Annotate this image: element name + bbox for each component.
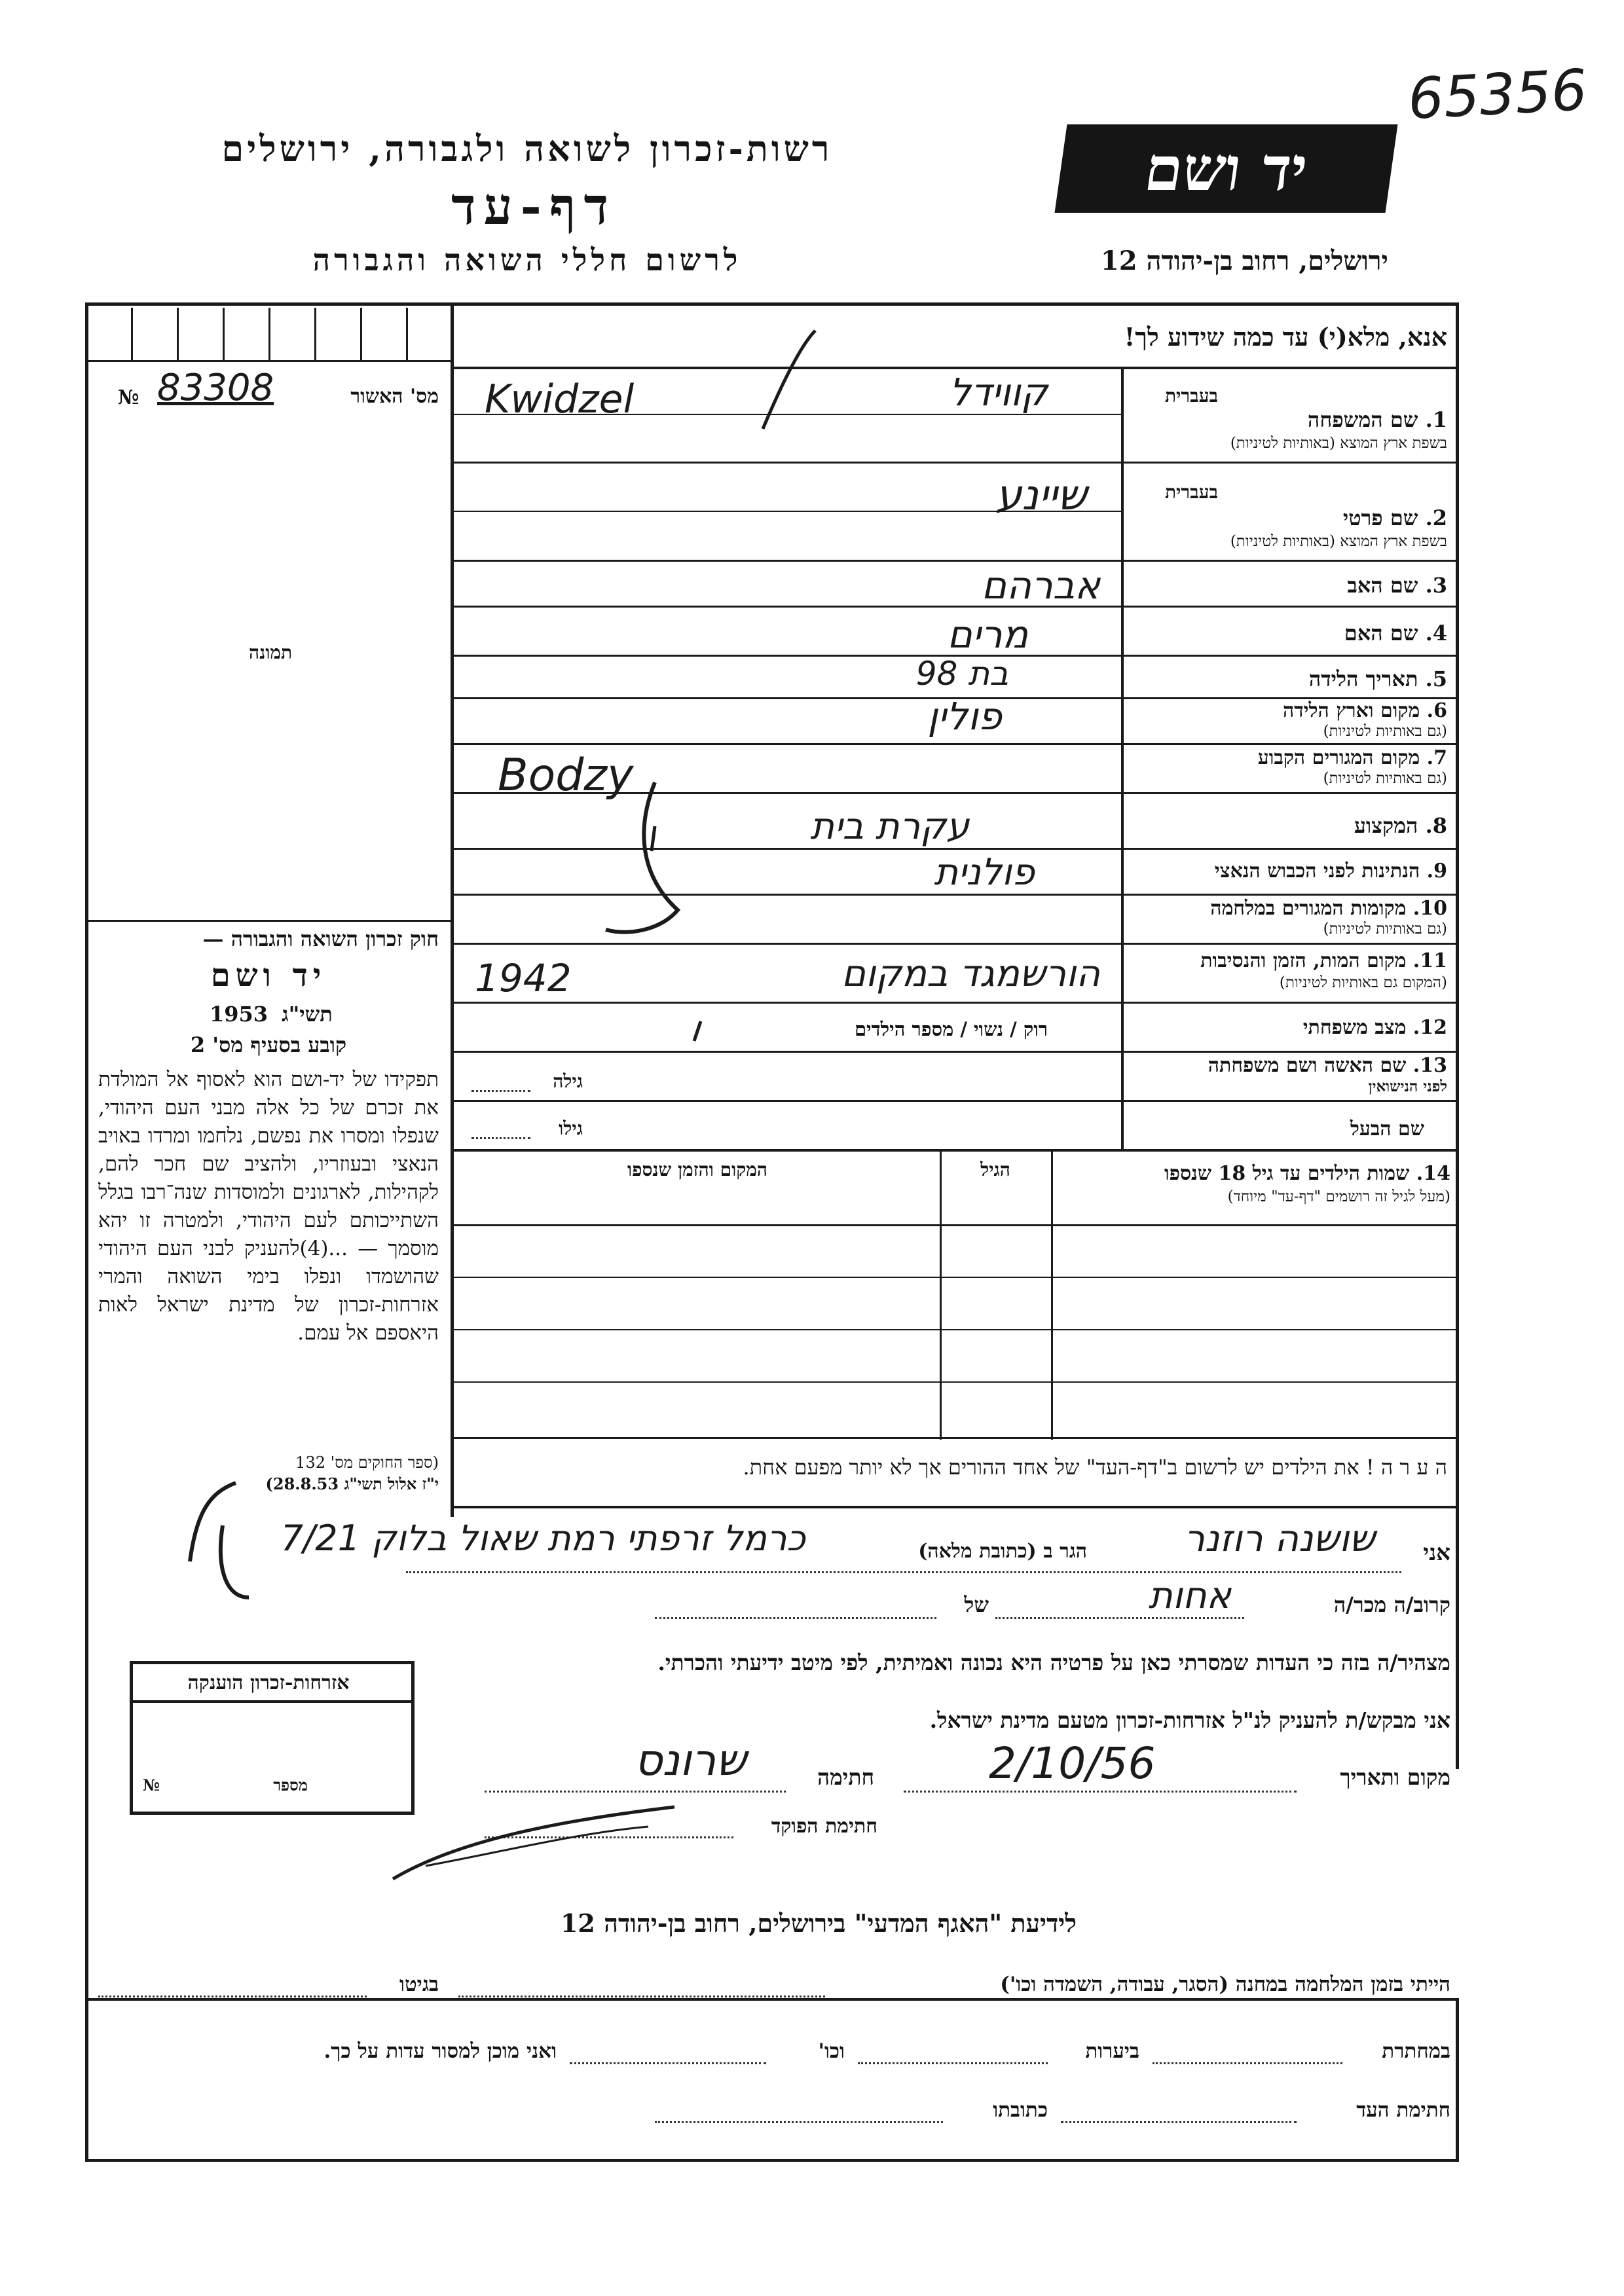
field-5-label: 5. תאריך הלידה (1308, 666, 1447, 691)
witness-signature-label: חתימת העד (1356, 2098, 1450, 2122)
approval-no-symbol: № (118, 386, 139, 409)
resides-label: הגר ב (כתובת מלאה) (918, 1540, 1087, 1563)
husband-label: שם הבעל (1350, 1118, 1424, 1140)
field-2-sub: בשפת ארץ המוצא (באותיות לטיניות) (1230, 533, 1447, 550)
authority-name: רשות-זכרון לשואה ולגבורה, ירושלים (221, 128, 833, 170)
law-section: קובע בסעיף מס' 2 (190, 1032, 347, 1057)
field-7-sub: (גם באותיות לטיניות) (1323, 770, 1447, 787)
field-11-sub: (המקום גם באותיות לטיניות) (1279, 974, 1447, 991)
field-14-sub: (מעל לגיל זה רושמים "דף-עד" מיוחד) (1227, 1188, 1450, 1205)
place-date-label: מקום ותאריך (1340, 1764, 1450, 1790)
citizenship-box-no-symbol: № (143, 1776, 160, 1795)
instruction: אנא, מלא(י) עד כמה שידוע לך! (1124, 322, 1447, 352)
declarant-address[interactable]: כרמל זרפתי רמת שאול בלוק 7/21 (280, 1518, 805, 1559)
field-11-value-he[interactable]: הורשמגד במקום (841, 953, 1100, 995)
official-signature-label: חתימת הפוקד (771, 1815, 877, 1838)
hebrew-label-2: בעברית (1164, 481, 1218, 503)
declarant-name[interactable]: שושנה רוזנר (1184, 1518, 1375, 1560)
field-11-label: 11. מקום המות, הזמן והנסיבות (1200, 949, 1447, 972)
field-1-value-latin[interactable]: Kwidzel (485, 376, 635, 422)
of-label: של (964, 1592, 989, 1617)
signature-label: חתימה (817, 1764, 874, 1790)
archive-number: 65356 (1406, 57, 1589, 133)
signature-value[interactable]: שרונס (634, 1735, 747, 1785)
field-10-label: 10. מקומות המגורים במלחמה (1210, 897, 1447, 920)
field-2-value[interactable]: שיינע (995, 471, 1087, 520)
field-1-value-he[interactable]: קווידל (949, 370, 1048, 414)
field-6-label: 6. מקום וארץ הלידה (1282, 699, 1447, 722)
relative-value[interactable]: אחות (1148, 1575, 1231, 1617)
field-9-label: 9. הנתינות לפני הכבוש הנאצי (1214, 860, 1447, 883)
law-text: תפקידו של יד-ושם הוא לאסוף אל המולדת את זכרם של כל אלה מבני העם היהודי, שנפלו ומסרו את נפשם, נלחמו ומרדו באויב הנאצי ובעוזריו, ולהציב שם חכר להם, לקהילות, לארגונים ולמוסדות שנה־רבו בגלל השתייכותם לעם היהודי, ולמטרה זו יהא מוסמך — ...(4)להעניק לבני העם היהודי שהושמדו ונפלו בימי השואה והמרי אזרחות-זכרון של מדינת ישראל לאות היאספם אל עמם. (98, 1068, 439, 1345)
field-12-label: 12. מצב משפחתי (1302, 1016, 1447, 1039)
field-12-options: רוק / נשוי / מספר הילדים (854, 1018, 1048, 1040)
ready-to-testify: ואני מוכן למסור עדות על כך. (323, 2039, 557, 2063)
field-13-label: 13. שם האשה ושם משפחתה (1208, 1054, 1447, 1077)
etc-label: וכו' (818, 2039, 845, 2063)
date-value[interactable]: 2/10/56 (989, 1738, 1156, 1789)
citizenship-box-title: אזרחות-זכרון הוענקה (187, 1671, 350, 1694)
law-title: חוק זכרון השואה והגבורה — (202, 926, 439, 951)
approval-number: 83308 (157, 367, 274, 409)
field-4-label: 4. שם האם (1344, 621, 1447, 646)
relative-label: קרוב/ה מכר/ה (1333, 1592, 1450, 1617)
field-9-value[interactable]: פולנית (934, 851, 1035, 894)
camp-line-a: הייתי בזמן המלחמה במחנה (הסגר, עבודה, השמדה וכו') (1000, 1973, 1450, 1996)
husband-age-label: גילו (559, 1118, 583, 1139)
request-text: אני מבקש/ת להעניק לנ"ל אזרחות-זכרון מטעם מדינת ישראל. (929, 1707, 1450, 1733)
field-14-label: 14. שמות הילדים עד גיל 18 שנספו (1164, 1162, 1450, 1185)
form-title: דף-עד (451, 177, 616, 236)
photo-label: תמונה (249, 642, 293, 663)
field-1-label: 1. שם המשפחה (1307, 407, 1447, 432)
field-2-label: 2. שם פרטי (1342, 505, 1447, 530)
forests-label: ביערות (1085, 2039, 1139, 2063)
approval-label: מס' האשור (350, 385, 439, 408)
ghetto-label: בגיטו (399, 1973, 439, 1996)
underground-label: במחתרת (1382, 2039, 1450, 2063)
field-8-value[interactable]: עקרת בית (810, 805, 969, 848)
law-name: יד ושם (210, 957, 327, 994)
logo-text: יד ושם (1140, 133, 1312, 204)
law-year-he: תשי"ג (282, 1002, 333, 1027)
witness-address-label: כתובתו (993, 2098, 1048, 2122)
field-11-value-year[interactable]: 1942 (475, 956, 572, 1000)
field-5-value[interactable]: בת 98 (915, 655, 1008, 693)
field-1-sub: בשפת ארץ המוצא (באותיות לטיניות) (1230, 435, 1447, 452)
law-ref-1: (ספר החוקים מס' 132 (295, 1453, 439, 1472)
col-place-time: המקום והזמן שנספו (627, 1159, 767, 1180)
field-7-label: 7. מקום המגורים הקבוע (1257, 746, 1447, 769)
wife-age-label: גילה (553, 1070, 583, 1092)
declaration-text: מצהיר/ה בזה כי העדות שמסרתי כאן על פרטיה היא נכונה ואמיתית, לפי מיטב ידיעתי והכרתי. (657, 1650, 1450, 1675)
law-ref-2: י"ז אלול תשי"ג 28.8.53) (265, 1474, 439, 1493)
field-3-label: 3. שם האב (1347, 573, 1447, 598)
field-6-sub: (גם באותיות לטיניות) (1323, 723, 1447, 740)
declarant-i-label: אני (1423, 1540, 1450, 1566)
citizenship-box-number-label: מספר (273, 1776, 308, 1795)
field-6-value[interactable]: פולין (927, 694, 1002, 738)
field-8-label: 8. המקצוע (1354, 813, 1447, 838)
form-subtitle: לרשום חללי השואה והגבורה (312, 242, 742, 278)
field-7-value[interactable]: Bodzy (498, 750, 634, 801)
law-year: 1953 (210, 1002, 268, 1027)
note: ה ע ר ה ! את הילדים יש לרשום ב"דף-העד" של אחד ההורים אך לא יותר מפעם אחת. (743, 1455, 1447, 1480)
field-4-value[interactable]: מרים (947, 612, 1028, 657)
field-3-value[interactable]: אברהם (981, 563, 1100, 608)
bottom-title: לידיעת "האגף המדעי" בירושלים, רחוב בן-יהודה 12 (560, 1908, 1077, 1938)
col-age: הגיל (980, 1159, 1010, 1180)
hebrew-label-1: בעברית (1164, 385, 1218, 407)
field-13-sub: לפני הנישואין (1368, 1078, 1447, 1095)
field-10-sub: (גם באותיות לטיניות) (1323, 920, 1447, 938)
address: ירושלים, רחוב בן-יהודה 12 (1100, 246, 1388, 276)
